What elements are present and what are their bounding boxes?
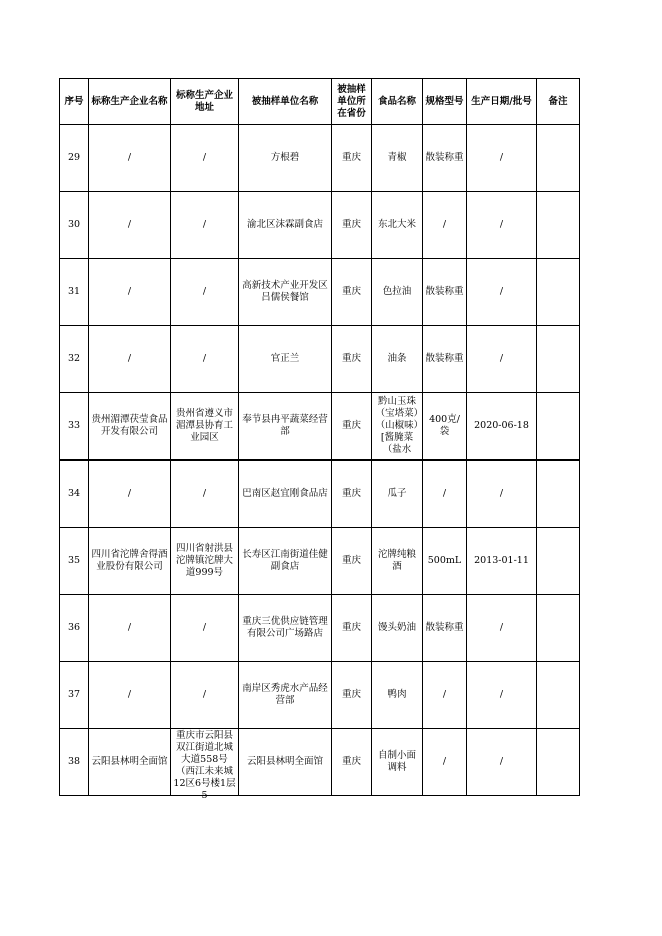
cell-province: 重庆 — [332, 393, 372, 461]
cell-food-name: 瓜子 — [372, 460, 423, 528]
cell-index: 31 — [60, 259, 89, 326]
cell-remarks — [537, 662, 580, 729]
cell-manufacturer-address: / — [171, 326, 239, 393]
cell-spec: / — [423, 729, 467, 796]
cell-food-name: 沱牌纯粮酒 — [372, 528, 423, 595]
table-row — [60, 595, 580, 662]
cell-food-name: 自制小面调料 — [372, 729, 423, 796]
cell-sampled-unit: 官正兰 — [239, 326, 332, 393]
cell-manufacturer: 云阳县林明全面馆 — [89, 729, 171, 796]
cell-spec: 500mL — [423, 528, 467, 595]
cell-remarks — [537, 259, 580, 326]
cell-food-name: 青椒 — [372, 125, 423, 192]
cell-sampled-unit: 南岸区秀虎水产品经营部 — [239, 662, 332, 729]
cell-production-date: / — [467, 125, 537, 192]
col-header-spec: 规格型号 — [423, 79, 467, 125]
cell-remarks — [537, 192, 580, 259]
col-header-province: 被抽样单位所在省份 — [332, 79, 372, 125]
cell-sampled-unit: 重庆三优供应链管理有限公司广场路店 — [239, 595, 332, 662]
cell-province: 重庆 — [332, 259, 372, 326]
cell-manufacturer: / — [89, 595, 171, 662]
cell-index: 33 — [60, 393, 89, 461]
cell-sampled-unit: 高新技术产业开发区吕儒侯餐馆 — [239, 259, 332, 326]
cell-food-name: 油条 — [372, 326, 423, 393]
cell-sampled-unit: 方根碧 — [239, 125, 332, 192]
cell-spec: 散装称重 — [423, 326, 467, 393]
cell-spec: 400克/袋 — [423, 393, 467, 461]
cell-food-name-text: 黔山玉珠（宝塔菜）（山椒味）[酱腌菜（盐水 — [375, 396, 419, 455]
cell-province: 重庆 — [332, 595, 372, 662]
cell-spec: / — [423, 460, 467, 528]
cell-manufacturer: 贵州湄潭茯莹食品开发有限公司 — [89, 393, 171, 461]
table-row — [60, 326, 580, 393]
cell-manufacturer: / — [89, 192, 171, 259]
cell-index: 38 — [60, 729, 89, 796]
cell-sampled-unit: 云阳县林明全面馆 — [239, 729, 332, 796]
cell-food-name: 馒头奶油 — [372, 595, 423, 662]
cell-production-date: 2020-06-18 — [467, 393, 537, 461]
cell-index: 36 — [60, 595, 89, 662]
cell-spec: 散装称重 — [423, 125, 467, 192]
cell-manufacturer-address-text: 重庆市云阳县双江街道北城大道558号（西江未来城12区6号楼1层5 — [173, 730, 236, 801]
col-header-manufacturer: 标称生产企业名称 — [89, 79, 171, 125]
table-row — [60, 192, 580, 259]
cell-index: 34 — [60, 460, 89, 528]
col-header-production-date: 生产日期/批号 — [467, 79, 537, 125]
cell-production-date: / — [467, 595, 537, 662]
cell-sampled-unit: 巴南区赵宜刚食品店 — [239, 460, 332, 528]
cell-food-name: 鸭肉 — [372, 662, 423, 729]
cell-production-date: / — [467, 326, 537, 393]
cell-manufacturer-address: 四川省射洪县沱牌镇沱牌大道999号 — [171, 528, 239, 595]
cell-remarks — [537, 393, 580, 461]
cell-manufacturer: / — [89, 259, 171, 326]
cell-remarks — [537, 125, 580, 192]
cell-remarks — [537, 528, 580, 595]
cell-production-date: / — [467, 259, 537, 326]
table-row — [60, 259, 580, 326]
cell-province: 重庆 — [332, 125, 372, 192]
cell-index: 35 — [60, 528, 89, 595]
cell-remarks — [537, 326, 580, 393]
cell-spec: 散装称重 — [423, 259, 467, 326]
cell-manufacturer: / — [89, 125, 171, 192]
col-header-sampled-unit: 被抽样单位名称 — [239, 79, 332, 125]
cell-sampled-unit: 渝北区沫霖副食店 — [239, 192, 332, 259]
cell-province: 重庆 — [332, 528, 372, 595]
cell-spec: / — [423, 662, 467, 729]
cell-production-date: 2013-01-11 — [467, 528, 537, 595]
cell-remarks — [537, 729, 580, 796]
cell-production-date: / — [467, 729, 537, 796]
cell-manufacturer-address: / — [171, 125, 239, 192]
sampling-table — [59, 78, 580, 801]
cell-manufacturer-address: / — [171, 595, 239, 662]
table-body — [60, 125, 580, 801]
cell-manufacturer-address: / — [171, 460, 239, 528]
col-header-remarks: 备注 — [537, 79, 580, 125]
cell-spec: 散装称重 — [423, 595, 467, 662]
table-row — [60, 729, 580, 796]
col-header-index: 序号 — [60, 79, 89, 125]
col-header-food-name: 食品名称 — [372, 79, 423, 125]
cell-manufacturer-address: 贵州省遵义市湄潭县协育工业园区 — [171, 393, 239, 461]
cell-production-date: / — [467, 662, 537, 729]
cell-manufacturer-address: / — [171, 259, 239, 326]
header-row — [60, 79, 580, 125]
cell-province: 重庆 — [332, 460, 372, 528]
cell-food-name: 色拉油 — [372, 259, 423, 326]
cell-production-date: / — [467, 460, 537, 528]
cell-sampled-unit: 奉节县冉平蔬菜经营部 — [239, 393, 332, 461]
cell-province: 重庆 — [332, 326, 372, 393]
table-row — [60, 125, 580, 192]
table-row — [60, 528, 580, 595]
table-row — [60, 393, 580, 461]
cell-food-name: 东北大米 — [372, 192, 423, 259]
table-row — [60, 460, 580, 528]
cell-manufacturer: 四川省沱牌舍得酒业股份有限公司 — [89, 528, 171, 595]
cell-manufacturer-address — [171, 729, 239, 801]
cell-index: 30 — [60, 192, 89, 259]
cell-index: 29 — [60, 125, 89, 192]
cell-index: 32 — [60, 326, 89, 393]
cell-remarks — [537, 460, 580, 528]
cell-manufacturer: / — [89, 326, 171, 393]
cell-manufacturer: / — [89, 662, 171, 729]
col-header-manufacturer-address: 标称生产企业地址 — [171, 79, 239, 125]
table-row — [60, 662, 580, 729]
cell-province: 重庆 — [332, 729, 372, 796]
cell-manufacturer-address: / — [171, 662, 239, 729]
cell-production-date: / — [467, 192, 537, 259]
cell-spec: / — [423, 192, 467, 259]
cell-manufacturer: / — [89, 460, 171, 528]
cell-province: 重庆 — [332, 662, 372, 729]
cell-food-name — [372, 393, 423, 461]
cell-remarks — [537, 595, 580, 662]
cell-province: 重庆 — [332, 192, 372, 259]
cell-index: 37 — [60, 662, 89, 729]
cell-sampled-unit: 长寿区江南街道佳健副食店 — [239, 528, 332, 595]
cell-manufacturer-address: / — [171, 192, 239, 259]
